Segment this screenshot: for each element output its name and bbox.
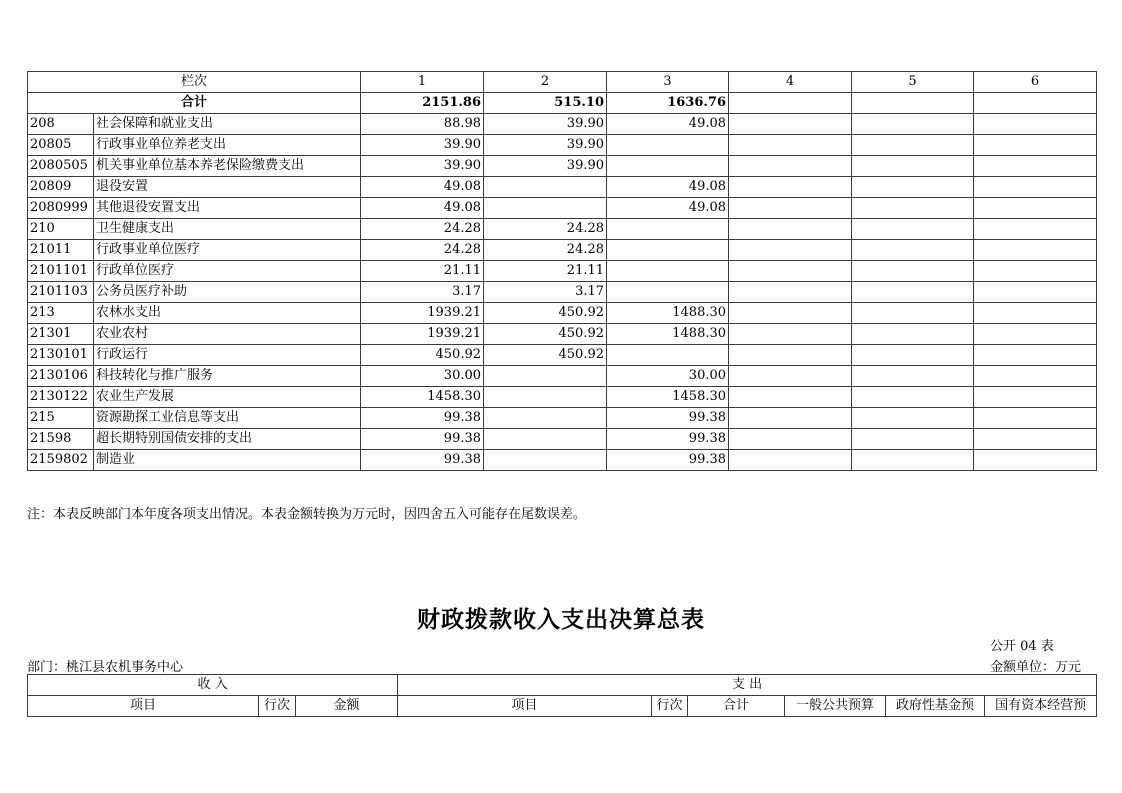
subject-code: 2080999 [28, 198, 94, 219]
subject-code: 2101103 [28, 282, 94, 303]
table-row [28, 324, 1097, 345]
amount-cell [484, 366, 607, 387]
amount-cell: 39.90 [484, 135, 607, 156]
amount-cell [852, 429, 974, 450]
amount-cell [852, 177, 974, 198]
col-income-amount: 金额 [296, 696, 398, 717]
table-row [28, 114, 1097, 135]
amount-cell: 39.90 [484, 114, 607, 135]
subject-name: 超长期特别国债安排的支出 [94, 429, 361, 450]
table-row [28, 303, 1097, 324]
amount-cell [974, 450, 1097, 471]
summary-table-header [27, 674, 1097, 717]
department-label: 部门：桃江县农机事务中心 [27, 660, 184, 675]
amount-cell [974, 303, 1097, 324]
amount-cell [974, 345, 1097, 366]
column-index-2: 2 [484, 72, 607, 93]
amount-cell: 3.17 [361, 282, 484, 303]
amount-cell [729, 114, 852, 135]
table-row [28, 345, 1097, 366]
amount-cell: 30.00 [361, 366, 484, 387]
amount-cell [729, 219, 852, 240]
subject-code: 2130106 [28, 366, 94, 387]
amount-cell [852, 198, 974, 219]
table-row [28, 219, 1097, 240]
amount-cell: 1939.21 [361, 324, 484, 345]
amount-cell [852, 219, 974, 240]
amount-cell [729, 261, 852, 282]
col-general-budget: 一般公共预算 [785, 696, 886, 717]
amount-cell: 21.11 [361, 261, 484, 282]
subject-name: 公务员医疗补助 [94, 282, 361, 303]
expense-header: 支 出 [398, 675, 1097, 696]
subject-code: 2130122 [28, 387, 94, 408]
amount-cell [852, 114, 974, 135]
table-row [28, 450, 1097, 471]
column-index-4: 4 [729, 72, 852, 93]
amount-cell [729, 135, 852, 156]
amount-cell [974, 387, 1097, 408]
amount-cell [974, 324, 1097, 345]
amount-cell: 39.90 [361, 156, 484, 177]
amount-cell [607, 135, 729, 156]
amount-cell: 450.92 [361, 345, 484, 366]
form-number: 公开 04 表 [990, 639, 1054, 654]
subject-code: 2159802 [28, 450, 94, 471]
subject-name: 农林水支出 [94, 303, 361, 324]
subject-name: 退役安置 [94, 177, 361, 198]
table-row [28, 240, 1097, 261]
amount-cell [729, 429, 852, 450]
amount-cell [607, 156, 729, 177]
amount-cell: 99.38 [607, 408, 729, 429]
subject-code: 213 [28, 303, 94, 324]
subject-name: 其他退役安置支出 [94, 198, 361, 219]
amount-cell [729, 408, 852, 429]
subject-name: 行政单位医疗 [94, 261, 361, 282]
amount-cell [852, 408, 974, 429]
amount-cell: 99.38 [361, 429, 484, 450]
col-state-capital-budget: 国有资本经营预 [985, 696, 1097, 717]
amount-cell [852, 366, 974, 387]
amount-cell: 88.98 [361, 114, 484, 135]
amount-cell [974, 240, 1097, 261]
amount-cell [974, 366, 1097, 387]
table-row [28, 177, 1097, 198]
column-index-label: 栏次 [28, 72, 361, 93]
amount-cell [974, 156, 1097, 177]
subject-name: 行政事业单位医疗 [94, 240, 361, 261]
amount-cell [852, 303, 974, 324]
amount-cell [974, 135, 1097, 156]
amount-cell [729, 366, 852, 387]
subject-name: 社会保障和就业支出 [94, 114, 361, 135]
amount-cell [729, 450, 852, 471]
amount-cell: 1458.30 [607, 387, 729, 408]
amount-cell [974, 408, 1097, 429]
subject-code: 21301 [28, 324, 94, 345]
subject-name: 农业农村 [94, 324, 361, 345]
total-value [852, 93, 974, 114]
amount-cell [852, 135, 974, 156]
expenditure-table [27, 71, 1097, 471]
amount-cell: 3.17 [484, 282, 607, 303]
table-note: 注：本表反映部门本年度各项支出情况。本表金额转换为万元时，因四舍五入可能存在尾数误差。 [27, 507, 587, 522]
amount-cell [484, 429, 607, 450]
amount-cell: 49.08 [361, 198, 484, 219]
amount-cell [852, 345, 974, 366]
amount-cell: 99.38 [361, 450, 484, 471]
total-value: 1636.76 [607, 93, 729, 114]
subject-name: 农业生产发展 [94, 387, 361, 408]
amount-cell: 450.92 [484, 324, 607, 345]
amount-cell [607, 219, 729, 240]
amount-cell: 21.11 [484, 261, 607, 282]
amount-cell [852, 324, 974, 345]
amount-cell [607, 261, 729, 282]
amount-cell: 1458.30 [361, 387, 484, 408]
amount-cell [852, 282, 974, 303]
income-header: 收 入 [28, 675, 398, 696]
amount-cell [729, 240, 852, 261]
amount-cell [484, 450, 607, 471]
amount-cell [729, 345, 852, 366]
amount-cell [607, 345, 729, 366]
amount-cell: 30.00 [607, 366, 729, 387]
amount-cell: 1939.21 [361, 303, 484, 324]
amount-cell [484, 408, 607, 429]
total-value: 515.10 [484, 93, 607, 114]
amount-cell [484, 177, 607, 198]
col-expense-item: 项目 [398, 696, 652, 717]
amount-cell: 24.28 [484, 240, 607, 261]
amount-cell [852, 450, 974, 471]
table-row [28, 198, 1097, 219]
table-row [28, 387, 1097, 408]
subject-code: 215 [28, 408, 94, 429]
amount-cell [852, 261, 974, 282]
total-value [974, 93, 1097, 114]
subject-name: 机关事业单位基本养老保险缴费支出 [94, 156, 361, 177]
subject-code: 210 [28, 219, 94, 240]
amount-cell: 39.90 [361, 135, 484, 156]
amount-cell [484, 198, 607, 219]
col-expense-row-no: 行次 [652, 696, 688, 717]
table-row [28, 366, 1097, 387]
amount-cell: 49.08 [361, 177, 484, 198]
amount-cell [729, 387, 852, 408]
amount-cell: 99.38 [607, 429, 729, 450]
amount-cell: 24.28 [484, 219, 607, 240]
subject-code: 2101101 [28, 261, 94, 282]
amount-cell [729, 177, 852, 198]
amount-cell [852, 156, 974, 177]
amount-cell [974, 429, 1097, 450]
amount-cell [729, 324, 852, 345]
amount-cell [852, 387, 974, 408]
col-expense-total: 合计 [688, 696, 785, 717]
amount-cell [974, 114, 1097, 135]
column-index-5: 5 [852, 72, 974, 93]
amount-cell: 1488.30 [607, 324, 729, 345]
col-income-row-no: 行次 [259, 696, 296, 717]
amount-cell [852, 240, 974, 261]
amount-cell [607, 240, 729, 261]
subject-name: 行政运行 [94, 345, 361, 366]
total-value [729, 93, 852, 114]
amount-cell: 49.08 [607, 177, 729, 198]
total-value: 2151.86 [361, 93, 484, 114]
subject-name: 科技转化与推广服务 [94, 366, 361, 387]
page-title: 财政拨款收入支出决算总表 [417, 606, 705, 633]
total-row [28, 93, 1097, 114]
column-index-3: 3 [607, 72, 729, 93]
column-index-row [28, 72, 1097, 93]
amount-cell: 99.38 [607, 450, 729, 471]
subject-code: 20809 [28, 177, 94, 198]
amount-cell [729, 156, 852, 177]
amount-cell: 450.92 [484, 345, 607, 366]
amount-cell [607, 282, 729, 303]
subject-code: 2130101 [28, 345, 94, 366]
amount-cell [729, 303, 852, 324]
amount-cell: 450.92 [484, 303, 607, 324]
amount-cell [484, 387, 607, 408]
amount-cell [974, 261, 1097, 282]
amount-cell [974, 198, 1097, 219]
amount-cell [729, 198, 852, 219]
amount-cell: 99.38 [361, 408, 484, 429]
subject-name: 资源勘探工业信息等支出 [94, 408, 361, 429]
subject-code: 208 [28, 114, 94, 135]
table-row [28, 408, 1097, 429]
amount-cell: 39.90 [484, 156, 607, 177]
table-row [28, 261, 1097, 282]
table-row [28, 282, 1097, 303]
column-index-1: 1 [361, 72, 484, 93]
subject-code: 20805 [28, 135, 94, 156]
subject-name: 卫生健康支出 [94, 219, 361, 240]
col-income-item: 项目 [28, 696, 259, 717]
amount-cell [974, 219, 1097, 240]
table-row [28, 156, 1097, 177]
subject-code: 2080505 [28, 156, 94, 177]
amount-cell [729, 282, 852, 303]
amount-cell: 1488.30 [607, 303, 729, 324]
amount-cell [974, 177, 1097, 198]
amount-cell: 24.28 [361, 240, 484, 261]
amount-cell [974, 282, 1097, 303]
subject-code: 21598 [28, 429, 94, 450]
subject-name: 制造业 [94, 450, 361, 471]
table-row [28, 429, 1097, 450]
amount-cell: 24.28 [361, 219, 484, 240]
amount-cell: 49.08 [607, 198, 729, 219]
amount-unit-label: 金额单位：万元 [990, 660, 1082, 675]
amount-cell: 49.08 [607, 114, 729, 135]
subject-code: 21011 [28, 240, 94, 261]
col-gov-fund-budget: 政府性基金预 [886, 696, 985, 717]
subject-name: 行政事业单位养老支出 [94, 135, 361, 156]
column-index-6: 6 [974, 72, 1097, 93]
table-row [28, 135, 1097, 156]
total-label: 合计 [28, 93, 361, 114]
